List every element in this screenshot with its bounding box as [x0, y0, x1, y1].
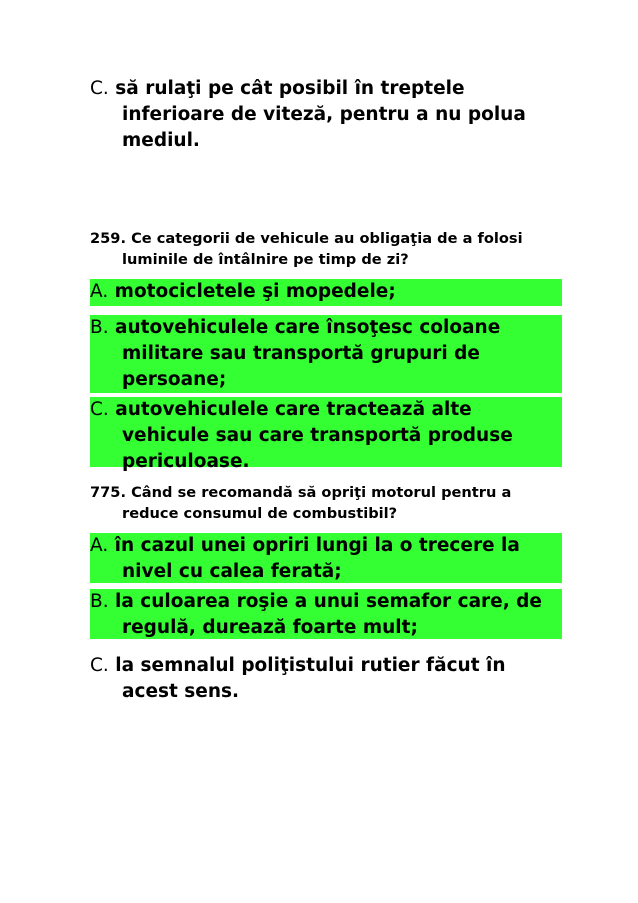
answer-letter: C. — [90, 78, 109, 99]
answer-letter: A. — [90, 535, 109, 556]
answer-letter: A. — [90, 281, 109, 302]
answer-text: autovehiculele care însoţesc coloane militare sau transportă grupuri de persoane; — [115, 317, 501, 390]
answer-letter: B. — [90, 317, 109, 338]
answer-259-c — [90, 397, 562, 472]
answer-text: autovehiculele care tractează alte vehicule sau care transportă produse periculoase. — [115, 399, 513, 472]
answer-letter: B. — [90, 591, 109, 612]
answer-775-b — [90, 589, 562, 639]
answer-text: să rulaţi pe cât posibil în treptele inferioare de viteză, pentru a nu polua mediul. — [115, 78, 526, 151]
answer-775-a — [90, 533, 562, 583]
answer-c-previous — [90, 76, 562, 154]
answer-letter: C. — [90, 399, 109, 420]
answer-775-c — [90, 653, 562, 705]
answer-text: la culoarea roşie a unui semafor care, de regulă, durează foarte mult; — [115, 591, 542, 638]
answer-text: în cazul unei opriri lungi la o trecere la nivel cu calea ferată; — [114, 535, 520, 582]
question-259: 259. Ce categorii de vehicule au obligaţia de a folosi luminile de întâlnire pe timp de zi? — [90, 230, 523, 268]
answer-text: motocicletele şi mopedele; — [114, 281, 396, 302]
answer-text: la semnalul poliţistului rutier făcut în acest sens. — [115, 655, 506, 702]
answer-letter: C. — [90, 655, 109, 676]
answer-259-a — [90, 279, 562, 306]
question-775: 775. Când se recomandă să opriţi motorul pentru a reduce consumul de combustibil? — [90, 484, 512, 522]
answer-259-b — [90, 315, 562, 393]
